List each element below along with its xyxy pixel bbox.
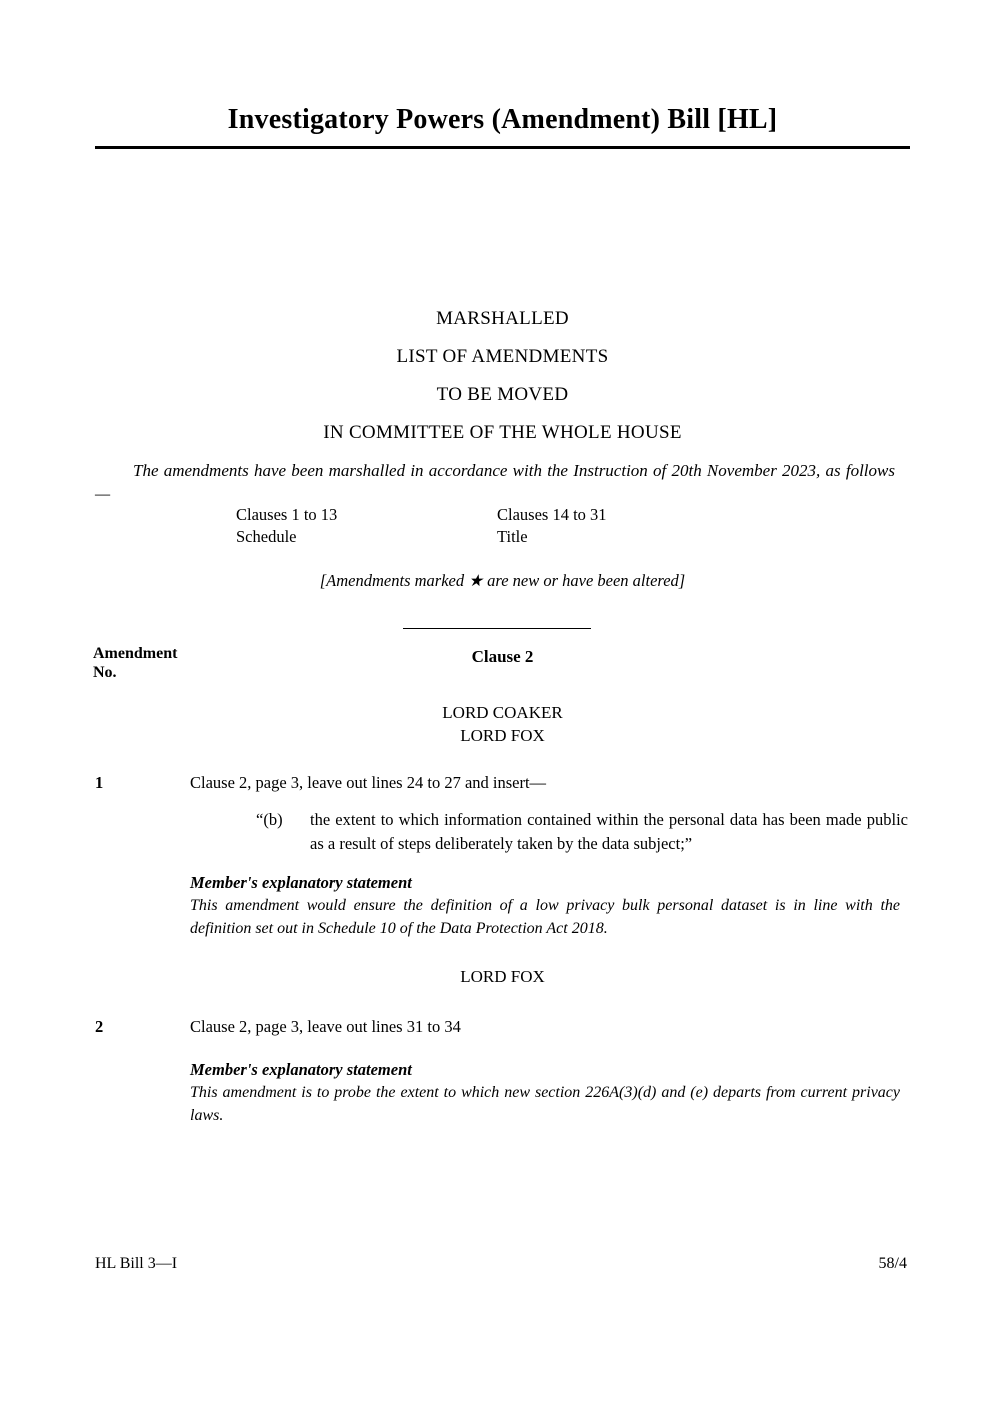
document-headings	[95, 300, 910, 452]
title-double-rule	[95, 146, 910, 149]
section-divider-rule	[403, 628, 591, 629]
bill-title: Investigatory Powers (Amendment) Bill [HL]	[227, 104, 778, 135]
heading-marshalled: MARSHALLED	[436, 308, 569, 329]
amendment-number: 2	[95, 1017, 104, 1036]
amendment-1-inserted-text	[256, 808, 908, 855]
order-item: Title	[497, 526, 528, 546]
sponsor-name: LORD FOX	[460, 967, 545, 986]
amendment-no-label-line2: No.	[93, 664, 117, 681]
marshalling-note: The amendments have been marshalled in accordance with the Instruction of 20th November 2023, as follows—	[95, 461, 895, 503]
heading-to-be-moved: TO BE MOVED	[436, 384, 569, 405]
marshalling-order-column-2	[497, 504, 607, 547]
order-item: Schedule	[236, 526, 297, 546]
insert-text: the extent to which information contained within the personal data has been made public as a result of steps deliberately taken by the data subject;”	[310, 810, 908, 853]
marshalling-order-column-1	[236, 504, 337, 547]
star-note: [Amendments marked ★ are new or have been altered]	[319, 571, 686, 590]
amendment-no-label-line1: Amendment	[93, 645, 178, 662]
amendment-instruction: Clause 2, page 3, leave out lines 31 to 34	[190, 1017, 461, 1036]
order-item: Clauses 1 to 13	[236, 505, 338, 524]
explanatory-text: This amendment would ensure the definition of a low privacy bulk personal dataset is in line with the definition set out in Schedule 10 of the Data Protection Act 2018.	[190, 897, 900, 937]
amendment-2-explanatory-statement	[190, 1058, 900, 1127]
sponsor-list-2	[95, 965, 910, 988]
amendment-2	[95, 1017, 910, 1037]
insert-paragraph-marker: “(b)	[256, 810, 283, 829]
bill-reference: HL Bill 3—I	[95, 1255, 178, 1272]
explanatory-heading: Member's explanatory statement	[190, 1060, 412, 1079]
amendment-1-explanatory-statement	[190, 871, 900, 940]
order-item: Clauses 14 to 31	[497, 505, 607, 524]
sponsor-name: LORD FOX	[460, 726, 545, 745]
explanatory-text: This amendment is to probe the extent to which new section 226A(3)(d) and (e) departs from current privacy laws.	[190, 1084, 900, 1124]
page-reference-number: 58/4	[878, 1255, 907, 1272]
clause-heading: Clause 2	[471, 647, 534, 666]
heading-committee: IN COMMITTEE OF THE WHOLE HOUSE	[323, 422, 682, 443]
amendment-1	[95, 773, 910, 793]
heading-list-of-amendments: LIST OF AMENDMENTS	[396, 346, 609, 367]
amendment-instruction: Clause 2, page 3, leave out lines 24 to 27 and insert—	[190, 773, 547, 792]
sponsor-list-1	[95, 701, 910, 747]
explanatory-heading: Member's explanatory statement	[190, 873, 412, 892]
sponsor-name: LORD COAKER	[442, 703, 563, 722]
page-footer	[95, 1255, 907, 1273]
amendment-number: 1	[95, 773, 104, 792]
